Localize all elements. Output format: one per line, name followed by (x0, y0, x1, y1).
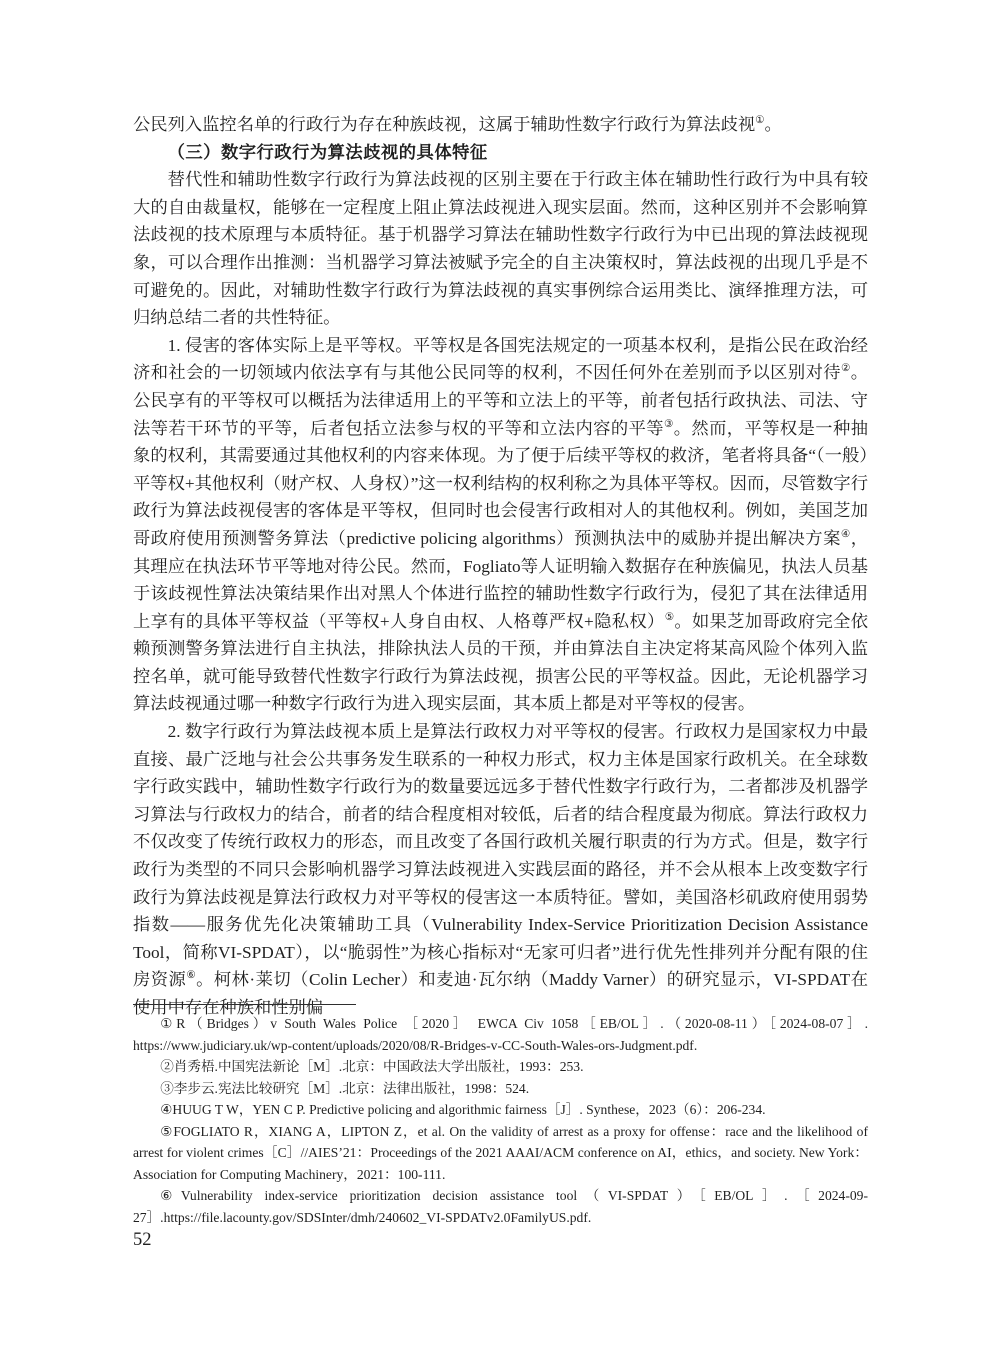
footnote-separator (133, 1004, 356, 1005)
page-number: 52 (133, 1230, 152, 1250)
paragraph: 2. 数字行政行为算法歧视本质上是算法行政权力对平等权的侵害。行政权力是国家权力中最直接、最广泛地与社会公共事务发生联系的一种权力形式，权力主体是国家行政机关。在全球数字行政实践中，辅助性数字行政行为的数量要远远多于替代性数字行政行为，二者都涉及机器学习算法与行政权力的结合，前者的结合程度相对较低，后者的结合程度最为彻底。算法行政权力不仅改变了传统行政权力的形态，而且改变了各国行政机关履行职责的行为方式。但是，数字行政行为类型的不同只会影响机器学习算法歧视进入实践层面的路径，并不会从根本上改变数字行政行为算法歧视是算法行政权力对平等权的侵害这一本质特征。譬如，美国洛杉矶政府使用弱势指数——服务优先化决策辅助工具（Vulnerability Index-Service Prioritization Decision Assistance Tool，简称VI-SPDAT），以“脆弱性”为核心指标对“无家可归者”进行优先性排列并分配有限的住房资源⑥。柯林·莱切（Colin Lecher）和麦迪·瓦尔纳（Maddy Varner）的研究显示，VI-SPDAT在使用中存在种族和性别偏 (133, 722, 868, 1017)
footnote: ③李步云.宪法比较研究［M］.北京：法律出版社，1998：524. (160, 1080, 530, 1096)
footnote: ②肖秀梧.中国宪法新论［M］.北京：中国政法大学出版社，1993：253. (160, 1059, 584, 1074)
paragraph: 1. 侵害的客体实际上是平等权。平等权是各国宪法规定的一项基本权利，是指公民在政治经济和社会的一切领域内依法享有与其他公民同等的权利，不因任何外在差别而予以区别对待②。公民享有的平等权可以概括为法律适用上的平等和立法上的平等，前者包括行政执法、司法、守法等若干环节的平等，后者包括立法参与权的平等和立法内容的平等③。然而，平等权是一种抽象的权利，其需要通过其他权利的内容来体现。为了便于后续平等权的救济，笔者将具备“（一般）平等权+其他权利（财产权、人身权）”这一权利结构的权利称之为具体平等权。因而，尽管数字行政行为算法歧视侵害的客体是平等权，但同时也会侵害行政相对人的其他权利。例如，美国芝加哥政府使用预测警务算法（predictive policing algorithms）预测执法中的威胁并提出解决方案④，其理应在执法环节平等地对待公民。然而，Fogliato等人证明输入数据存在种族偏见，执法人员基于该歧视性算法决策结果作出对黑人个体进行监控的辅助性数字行政行为，侵犯了其在法律适用上享有的具体平等权益（平等权+人身自由权、人格尊严权+隐私权）⑤。如果芝加哥政府完全依赖预测警务算法进行自主执法，排除执法人员的干预，并由算法自主决定将某高风险个体列入监控名单，就可能导致替代性数字行政行为算法歧视，损害公民的平等权益。因此，无论机器学习算法歧视通过哪一种数字行政行为进入现实层面，其本质上都是对平等权的侵害。 (133, 335, 868, 714)
paragraph-continuation: 公民列入监控名单的行政行为存在种族歧视，这属于辅助性数字行政行为算法歧视①。 (133, 115, 782, 134)
footnote: ⑤FOGLIATO R，XIANG A，LIPTON Z，et al. On the validity of arrest as a proxy for offense：race and the likelihood of arrest for violent crimes［C］//AIES’21：Proceedings of the 2021 AAAI/ACM conference on AI，ethics，and society. New York：Association for Computing Machinery，2021：100-111. (133, 1123, 868, 1182)
article-body (133, 111, 868, 1022)
section-heading: （三）数字行政行为算法歧视的具体特征 (167, 141, 488, 162)
footnote: ①R（Bridges）v South Wales Police ［2020］ EWCA Civ 1058［EB/OL］.（2020-08-11）［2024-08-07］. https://www.judiciary.uk/wp-content/uploads/2020/08/R-Bridges-v-CC-South-Wales-ors-Judgment.pdf. (133, 1016, 868, 1053)
paragraph: 替代性和辅助性数字行政行为算法歧视的区别主要在于行政主体在辅助性行政行为中具有较大的自由裁量权，能够在一定程度上阻止算法歧视进入现实层面。然而，这种区别并不会影响算法歧视的技术原理与本质特征。基于机器学习算法在辅助性数字行政行为中已出现的算法歧视现象，可以合理作出推测：当机器学习算法被赋予完全的自主决策权时，算法歧视的出现几乎是不可避免的。因此，对辅助性数字行政行为算法歧视的真实事例综合运用类比、演绎推理方法，可归纳总结二者的共性特征。 (133, 170, 868, 328)
footnote: ⑥Vulnerability index-service prioritization decision assistance tool（VI-SPDAT）［EB/OL］.［2024-09-27］.https://file.lacounty.gov/SDSInter/dmh/240602_VI-SPDATv2.0FamilyUS.pdf. (133, 1188, 868, 1225)
footnote: ④HUUG T W，YEN C P. Predictive policing and algorithmic fairness［J］. Synthese，2023（6）：206-234. (160, 1102, 766, 1117)
footnote-list (133, 1013, 868, 1228)
